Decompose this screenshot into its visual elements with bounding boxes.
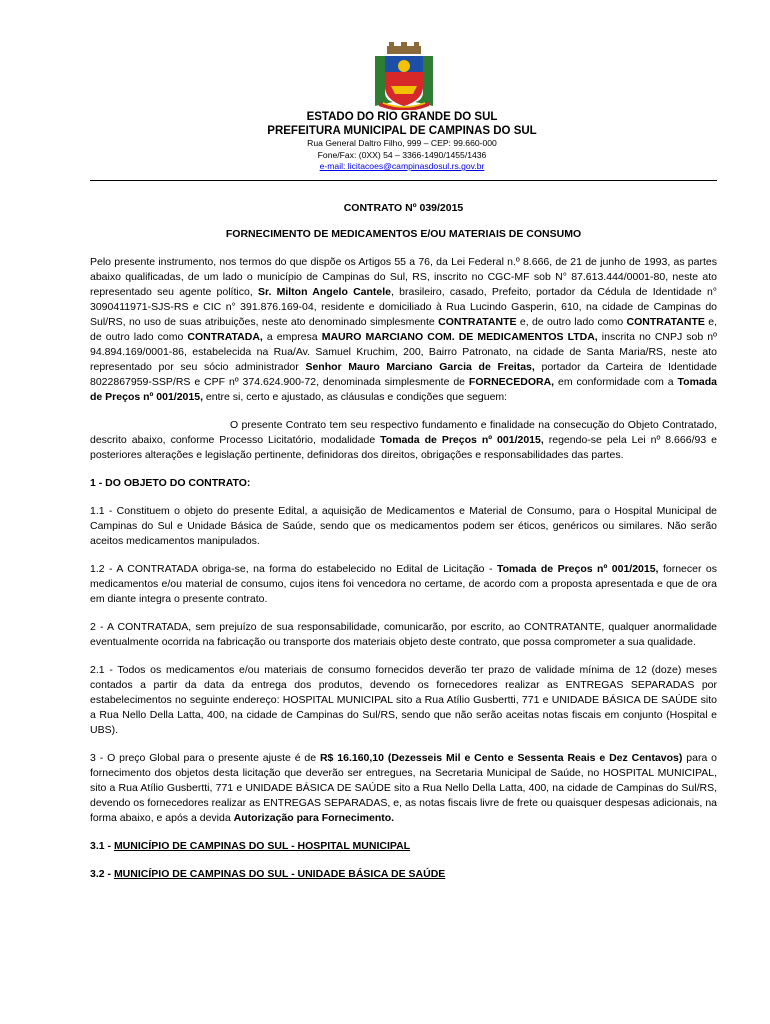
clause-1-1: 1.1 - Constituem o objeto do presente Edital, a aquisição de Medicamentos e Material de Consumo, para o Hospital Municipal de Campinas do Sul e Unidade Básica de Saúde, sendo que os medicamentos podem ser éticos, genéricos ou similares. Não serão aceitos medicamentos manipulados. xyxy=(90,505,717,547)
clause-3: 3 - O preço Global para o presente ajuste é de R$ 16.160,10 (Dezesseis Mil e Cento e Sessenta Reais e Dez Centavos) para o fornecimento dos objetos desta licitação que deverão ser entregues, na Secretaria Municipal de Saúde, no HOSPITAL MUNICIPAL, sito a Rua Atílio Gusbertti, 771 e UNIDADE BÁSICA DE SAÚDE sito a Rua Nello Della Latta, 400, na cidade de Campinas do Sul/RS, devendo os fornecedores realizar as ENTREGAS SEPARADAS, e, as notas fiscais livre de frete ou quaisquer despesas adicionais, na forma abaixo, e após a devida Autorização para Fornecimento. xyxy=(90,752,717,824)
email-link[interactable]: e-mail: licitacoes@campinasdosul.rs.gov.br xyxy=(319,161,485,171)
contract-title: CONTRATO Nº 039/2015 xyxy=(343,202,464,214)
clause-3-2-heading: 3.2 - MUNICÍPIO DE CAMPINAS DO SUL - UNIDADE BÁSICA DE SAÚDE xyxy=(90,868,446,880)
preamble-paragraph: Pelo presente instrumento, nos termos do que dispõe os Artigos 55 a 76, da Lei Federal n.º 8.666, de 21 de junho de 1993, as partes abaixo qualificadas, de um lado o município de Campinas do Sul, RS, inscrito no CGC-MF sob N° 87.613.444/0001-80, neste ato representado seu agente político, Sr. Milton Angelo Cantele, brasileiro, casado, Prefeito, portador da Cédula de Identidade n° 3090411971-SJS-RS e CIC n° 391.876.169-04, residente e domiciliado à Rua Lucindo Gasperin, 610, na cidade de Campinas do Sul/RS, no uso de suas atribuições, neste ato denominado simplesmente CONTRATANTE e, de outro lado como CONTRATANTE e, de outro lado como CONTRATADA, a empresa MAURO MARCIANO COM. DE MEDICAMENTOS LTDA, inscrita no CNPJ sob nº 94.894.169/0001-86, estabelecida na Rua/Av. Samuel Kruchim, 200, Bairro Patronato, na cidade de Santa Maria/RS, neste ato representado por seu sócio administrador Senhor Mauro Marciano Garcia de Freitas, portador da Carteira de Identidade 8022867959-SSP/RS e CPF nº 374.624.900-72, denominada simplesmente de FORNECEDORA, em conformidade com a Tomada de Preços nº 001/2015, entre si, certo e ajustado, as cláusulas e condições que seguem: xyxy=(90,256,718,403)
letterhead xyxy=(90,110,714,173)
address: Rua General Daltro Filho, 999 – CEP: 99.660-000 xyxy=(307,138,497,148)
clause-3-1-heading: 3.1 - MUNICÍPIO DE CAMPINAS DO SUL - HOSPITAL MUNICIPAL xyxy=(90,840,411,852)
header-divider xyxy=(90,180,717,181)
clause-2: 2 - A CONTRATADA, sem prejuízo de sua responsabilidade, comunicarão, por escrito, ao CONTRATANTE, qualquer anormalidade eventualmente ocorrida na fabricação ou transporte dos materiais objeto deste contrato, que possa comprometer a sua qualidade. xyxy=(90,621,717,648)
contract-body xyxy=(90,255,717,895)
section-1-heading: 1 - DO OBJETO DO CONTRATO: xyxy=(90,477,251,489)
state-name: ESTADO DO RIO GRANDE DO SUL xyxy=(306,111,498,123)
clause-1-2: 1.2 - A CONTRATADA obriga-se, na forma do estabelecido no Edital de Licitação - Tomada de Preços nº 001/2015, fornecer os medicamentos e/ou material de consumo, cujos itens foi vencedora no certame, de acordo com a proposta apresentada e que de ora em diante integra o presente contrato. xyxy=(90,563,718,605)
phone: Fone/Fax: (0XX) 54 – 3366-1490/1455/1436 xyxy=(317,149,487,160)
clause-2-1: 2.1 - Todos os medicamentos e/ou materiais de consumo fornecidos deverão ter prazo de validade mínima de 12 (doze) meses contados a partir da data da entrega dos produtos, devendo os fornecedores realizar as ENTREGAS SEPARADAS por estabelecimentos no seguinte endereço: HOSPITAL MUNICIPAL sito a Rua Atílio Gusbertti, 771 e UNIDADE BÁSICA DE SAÚDE sito a Rua Nello Della Latta, 400, na cidade de Campinas do Sul/RS, sendo que não serão aceitas notas fiscais em conjunto (Hospital e UBS). xyxy=(90,664,717,736)
prefecture-name: PREFEITURA MUNICIPAL DE CAMPINAS DO SUL xyxy=(267,125,537,137)
foundation-paragraph: O presente Contrato tem seu respectivo fundamento e finalidade na consecução do Objeto Contratado, descrito abaixo, conforme Processo Licitatório, modalidade Tomada de Preços nº 001/2015, regendo-se pela Lei nº 8.666/93 e posteriores alterações e legislação pertinente, definidoras dos direitos, obrigações e responsabilidades das partes. xyxy=(90,419,717,461)
contract-subject: FORNECIMENTO DE MEDICAMENTOS E/OU MATERIAIS DE CONSUMO xyxy=(225,228,582,240)
municipal-coat-of-arms xyxy=(373,42,435,110)
